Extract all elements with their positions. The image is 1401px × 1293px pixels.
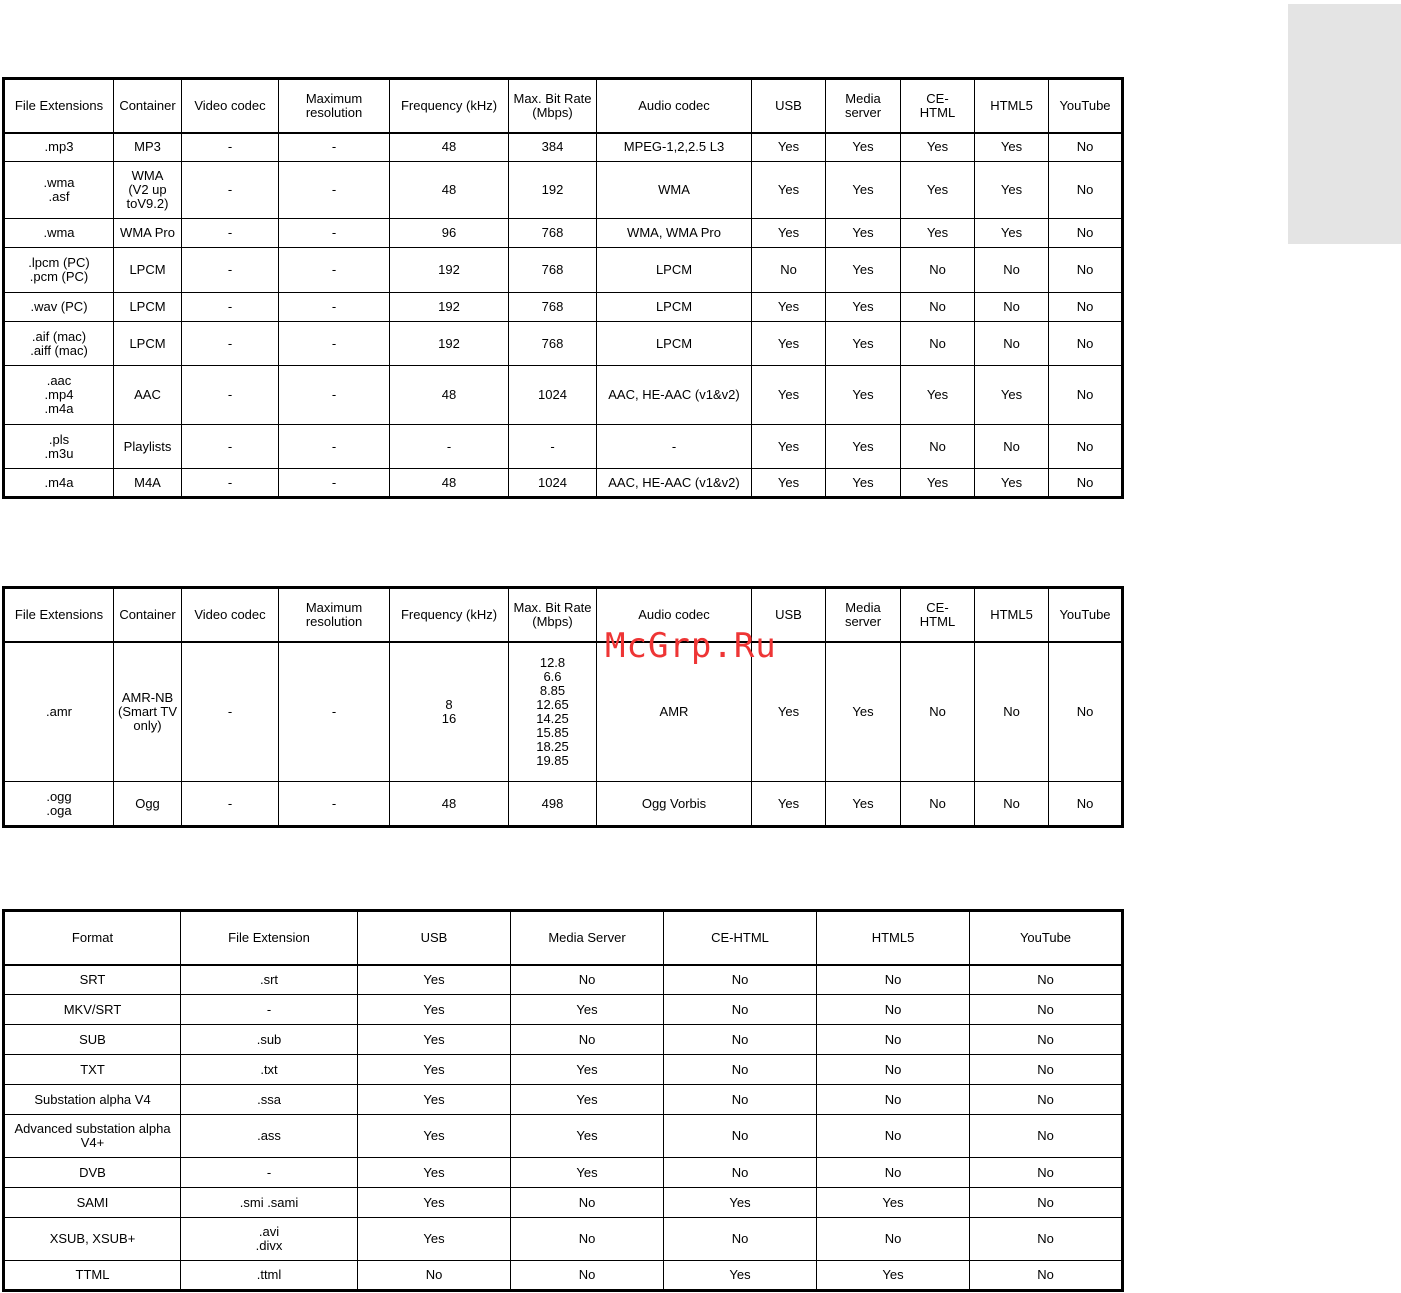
table-cell: M4A	[114, 469, 182, 498]
table-cell: 8 16	[390, 642, 509, 782]
table-cell: Yes	[826, 293, 901, 322]
table-cell: No	[901, 322, 975, 366]
table-cell: .mp3	[4, 133, 114, 162]
side-tab	[1288, 4, 1401, 244]
table-cell: No	[664, 1055, 817, 1085]
header-row	[4, 911, 1123, 965]
table-cell: 768	[509, 293, 597, 322]
table-cell: No	[975, 293, 1049, 322]
table-cell: 96	[390, 219, 509, 248]
column-header: YouTube	[1049, 588, 1123, 642]
table-cell: Yes	[826, 248, 901, 293]
column-header: Media Server	[511, 911, 664, 965]
column-header: USB	[358, 911, 511, 965]
table-row	[4, 1055, 1123, 1085]
table-row	[4, 1085, 1123, 1115]
table-cell: Yes	[826, 782, 901, 827]
table-cell: Yes	[752, 293, 826, 322]
column-header: YouTube	[1049, 79, 1123, 133]
table-cell: No	[817, 1115, 970, 1158]
table-cell: No	[975, 425, 1049, 469]
table-cell: AMR-NB (Smart TV only)	[114, 642, 182, 782]
column-header: File Extensions	[4, 79, 114, 133]
table-cell: Yes	[358, 995, 511, 1025]
table-cell: Yes	[901, 469, 975, 498]
table-cell: Yes	[826, 322, 901, 366]
table-cell: No	[1049, 642, 1123, 782]
table-cell: MP3	[114, 133, 182, 162]
table-cell: No	[511, 965, 664, 995]
table-cell: Yes	[664, 1188, 817, 1218]
watermark: McGrp.Ru	[605, 626, 777, 666]
table-cell: 192	[390, 322, 509, 366]
table-cell: Yes	[752, 366, 826, 425]
table-cell: 12.8 6.6 8.85 12.65 14.25 15.85 18.25 19.85	[509, 642, 597, 782]
table-cell: Yes	[817, 1188, 970, 1218]
column-header: Audio codec	[597, 79, 752, 133]
table-cell: LPCM	[114, 293, 182, 322]
table-cell: No	[1049, 366, 1123, 425]
table-cell: Yes	[358, 1188, 511, 1218]
table-cell: -	[182, 366, 279, 425]
table-row	[4, 782, 1123, 827]
table-cell: -	[279, 219, 390, 248]
table-row	[4, 995, 1123, 1025]
table-cell: AAC, HE-AAC (v1&v2)	[597, 366, 752, 425]
table-cell: AAC, HE-AAC (v1&v2)	[597, 469, 752, 498]
table-cell: -	[597, 425, 752, 469]
table-cell: -	[279, 248, 390, 293]
table-cell: MKV/SRT	[4, 995, 181, 1025]
table-cell: Yes	[511, 1085, 664, 1115]
table-cell: AAC	[114, 366, 182, 425]
column-header: Maximum resolution	[279, 79, 390, 133]
table-cell: No	[975, 782, 1049, 827]
table-cell: Yes	[817, 1261, 970, 1291]
table-cell: Yes	[752, 469, 826, 498]
table-cell: 48	[390, 133, 509, 162]
column-header: CE-HTML	[664, 911, 817, 965]
table-cell: -	[181, 1158, 358, 1188]
table-cell: Yes	[901, 133, 975, 162]
table-cell: Yes	[752, 133, 826, 162]
table-cell: Yes	[975, 219, 1049, 248]
table-cell: No	[511, 1025, 664, 1055]
table-cell: AMR	[597, 642, 752, 782]
table-cell: TXT	[4, 1055, 181, 1085]
table-cell: -	[390, 425, 509, 469]
column-header: Audio codec	[597, 588, 752, 642]
table-cell: No	[970, 1261, 1123, 1291]
table-cell: -	[182, 642, 279, 782]
table-cell: No	[664, 1218, 817, 1261]
table-cell: .ssa	[181, 1085, 358, 1115]
table-cell: WMA (V2 up toV9.2)	[114, 162, 182, 219]
table-cell: TTML	[4, 1261, 181, 1291]
table-cell: Yes	[358, 1158, 511, 1188]
table-cell: -	[182, 219, 279, 248]
table-cell: Yes	[511, 1055, 664, 1085]
table-cell: -	[182, 293, 279, 322]
table-cell: -	[182, 322, 279, 366]
table-cell: Yes	[975, 133, 1049, 162]
table-cell: Yes	[826, 219, 901, 248]
table-cell: Yes	[358, 965, 511, 995]
table-cell: .m4a	[4, 469, 114, 498]
table-cell: No	[817, 995, 970, 1025]
table-cell: Yes	[752, 782, 826, 827]
table-cell: Yes	[826, 425, 901, 469]
table-cell: Yes	[752, 219, 826, 248]
column-header: File Extensions	[4, 588, 114, 642]
table-cell: -	[509, 425, 597, 469]
column-header: Max. Bit Rate (Mbps)	[509, 79, 597, 133]
table-cell: 1024	[509, 469, 597, 498]
table-cell: Advanced substation alpha V4+	[4, 1115, 181, 1158]
table-cell: No	[901, 642, 975, 782]
table-row	[4, 162, 1123, 219]
table-cell: LPCM	[597, 293, 752, 322]
table-cell: 48	[390, 162, 509, 219]
table-cell: No	[817, 1055, 970, 1085]
table-cell: -	[279, 469, 390, 498]
table-cell: Ogg Vorbis	[597, 782, 752, 827]
table-cell: No	[817, 1025, 970, 1055]
table-row	[4, 965, 1123, 995]
table-cell: .sub	[181, 1025, 358, 1055]
column-header: Container	[114, 588, 182, 642]
table-cell: -	[181, 995, 358, 1025]
header-row	[4, 79, 1123, 133]
table-cell: Yes	[826, 366, 901, 425]
table-cell: No	[975, 322, 1049, 366]
table-row	[4, 366, 1123, 425]
table-cell: Yes	[901, 219, 975, 248]
table-cell: SAMI	[4, 1188, 181, 1218]
column-header: Video codec	[182, 588, 279, 642]
table-cell: No	[664, 1115, 817, 1158]
column-header: Frequency (kHz)	[390, 79, 509, 133]
table-cell: -	[279, 366, 390, 425]
table-cell: No	[664, 995, 817, 1025]
table-cell: No	[358, 1261, 511, 1291]
table-cell: Yes	[826, 133, 901, 162]
table-cell: LPCM	[597, 322, 752, 366]
column-header: CE- HTML	[901, 79, 975, 133]
column-header: Media server	[826, 588, 901, 642]
audio-format-table-1	[2, 77, 1124, 499]
column-header: Media server	[826, 79, 901, 133]
table-cell: -	[279, 642, 390, 782]
table-cell: Yes	[975, 162, 1049, 219]
table-row	[4, 293, 1123, 322]
table-cell: No	[901, 425, 975, 469]
table-cell: Yes	[826, 162, 901, 219]
table-cell: No	[1049, 469, 1123, 498]
table-cell: -	[279, 293, 390, 322]
table-cell: Yes	[511, 995, 664, 1025]
table-cell: Yes	[511, 1158, 664, 1188]
column-header: File Extension	[181, 911, 358, 965]
table-cell: Yes	[752, 642, 826, 782]
table-cell: No	[970, 965, 1123, 995]
table-cell: .avi .divx	[181, 1218, 358, 1261]
table-cell: -	[182, 425, 279, 469]
column-header: USB	[752, 588, 826, 642]
subtitle-format-table	[2, 909, 1124, 1292]
table-cell: No	[1049, 293, 1123, 322]
table-row	[4, 1158, 1123, 1188]
table-cell: .ogg .oga	[4, 782, 114, 827]
table-cell: .lpcm (PC) .pcm (PC)	[4, 248, 114, 293]
table-cell: Yes	[826, 469, 901, 498]
table-cell: No	[1049, 425, 1123, 469]
table-row	[4, 469, 1123, 498]
table-cell: Substation alpha V4	[4, 1085, 181, 1115]
table-cell: DVB	[4, 1158, 181, 1188]
table-cell: -	[279, 162, 390, 219]
table-cell: .pls .m3u	[4, 425, 114, 469]
table-cell: .amr	[4, 642, 114, 782]
table-cell: LPCM	[114, 322, 182, 366]
table-cell: 192	[390, 293, 509, 322]
table-cell: -	[279, 133, 390, 162]
table-cell: No	[970, 1085, 1123, 1115]
table-row	[4, 642, 1123, 782]
table-cell: No	[901, 293, 975, 322]
table-cell: Yes	[752, 162, 826, 219]
table-cell: No	[1049, 133, 1123, 162]
table-cell: Yes	[975, 469, 1049, 498]
table-cell: LPCM	[114, 248, 182, 293]
table-cell: No	[970, 1218, 1123, 1261]
table-cell: -	[279, 425, 390, 469]
table-cell: No	[975, 642, 1049, 782]
table-cell: WMA	[597, 162, 752, 219]
table-cell: No	[664, 1158, 817, 1188]
table-cell: 768	[509, 248, 597, 293]
table-cell: .wma	[4, 219, 114, 248]
table-cell: No	[664, 965, 817, 995]
table-cell: 48	[390, 366, 509, 425]
table-row	[4, 1188, 1123, 1218]
table-cell: Yes	[358, 1115, 511, 1158]
table-cell: No	[1049, 322, 1123, 366]
table-cell: -	[279, 782, 390, 827]
column-header: HTML5	[817, 911, 970, 965]
table-cell: 48	[390, 469, 509, 498]
table-row	[4, 133, 1123, 162]
table-cell: Yes	[901, 162, 975, 219]
table-cell: SUB	[4, 1025, 181, 1055]
column-header: Max. Bit Rate (Mbps)	[509, 588, 597, 642]
table-cell: .ttml	[181, 1261, 358, 1291]
column-header: Format	[4, 911, 181, 965]
table-cell: No	[817, 1085, 970, 1115]
table-cell: 768	[509, 322, 597, 366]
table-cell: Playlists	[114, 425, 182, 469]
table-cell: SRT	[4, 965, 181, 995]
table-cell: -	[182, 133, 279, 162]
table-cell: No	[664, 1025, 817, 1055]
table-cell: No	[817, 1218, 970, 1261]
table-cell: No	[901, 782, 975, 827]
table-cell: Yes	[358, 1218, 511, 1261]
table-cell: 768	[509, 219, 597, 248]
table-cell: Yes	[358, 1025, 511, 1055]
table-cell: No	[817, 965, 970, 995]
table-row	[4, 1025, 1123, 1055]
table-cell: Yes	[511, 1115, 664, 1158]
table-cell: No	[970, 1115, 1123, 1158]
table-cell: No	[511, 1188, 664, 1218]
table-cell: No	[970, 1188, 1123, 1218]
table-cell: No	[1049, 219, 1123, 248]
table-row	[4, 248, 1123, 293]
table-cell: .aac .mp4 .m4a	[4, 366, 114, 425]
column-header: Video codec	[182, 79, 279, 133]
audio-format-table-2	[2, 586, 1124, 828]
table-cell: No	[1049, 782, 1123, 827]
table-cell: 192	[509, 162, 597, 219]
table-cell: Yes	[358, 1085, 511, 1115]
table-cell: No	[901, 248, 975, 293]
column-header: Maximum resolution	[279, 588, 390, 642]
table-cell: Yes	[752, 322, 826, 366]
table-row	[4, 219, 1123, 248]
table-cell: 384	[509, 133, 597, 162]
table-cell: No	[752, 248, 826, 293]
table-cell: 1024	[509, 366, 597, 425]
table-cell: No	[817, 1158, 970, 1188]
table-cell: .srt	[181, 965, 358, 995]
table-cell: WMA, WMA Pro	[597, 219, 752, 248]
table-cell: Yes	[358, 1055, 511, 1085]
table-cell: -	[279, 322, 390, 366]
column-header: Frequency (kHz)	[390, 588, 509, 642]
column-header: USB	[752, 79, 826, 133]
column-header: CE- HTML	[901, 588, 975, 642]
table-cell: No	[664, 1085, 817, 1115]
header-row	[4, 588, 1123, 642]
table-cell: -	[182, 248, 279, 293]
table-cell: -	[182, 782, 279, 827]
table-cell: Yes	[752, 425, 826, 469]
table-cell: No	[970, 1025, 1123, 1055]
table-cell: Yes	[901, 366, 975, 425]
table-cell: XSUB, XSUB+	[4, 1218, 181, 1261]
table-cell: LPCM	[597, 248, 752, 293]
table-cell: .wma .asf	[4, 162, 114, 219]
column-header: HTML5	[975, 588, 1049, 642]
table-row	[4, 1218, 1123, 1261]
table-cell: Yes	[826, 642, 901, 782]
table-row	[4, 1115, 1123, 1158]
table-cell: .wav (PC)	[4, 293, 114, 322]
table-cell: No	[1049, 162, 1123, 219]
table-row	[4, 425, 1123, 469]
table-cell: WMA Pro	[114, 219, 182, 248]
table-cell: No	[975, 248, 1049, 293]
table-cell: No	[970, 1158, 1123, 1188]
table-cell: -	[182, 162, 279, 219]
table-cell: 498	[509, 782, 597, 827]
table-cell: 48	[390, 782, 509, 827]
table-cell: .smi .sami	[181, 1188, 358, 1218]
table-cell: Yes	[975, 366, 1049, 425]
table-cell: No	[1049, 248, 1123, 293]
table-row	[4, 322, 1123, 366]
table-row	[4, 1261, 1123, 1291]
table-cell: .txt	[181, 1055, 358, 1085]
table-cell: Yes	[664, 1261, 817, 1291]
table-cell: No	[970, 1055, 1123, 1085]
table-cell: .ass	[181, 1115, 358, 1158]
table-cell: No	[511, 1218, 664, 1261]
column-header: YouTube	[970, 911, 1123, 965]
table-cell: MPEG-1,2,2.5 L3	[597, 133, 752, 162]
table-cell: .aif (mac) .aiff (mac)	[4, 322, 114, 366]
table-cell: Ogg	[114, 782, 182, 827]
table-cell: 192	[390, 248, 509, 293]
table-cell: -	[182, 469, 279, 498]
column-header: HTML5	[975, 79, 1049, 133]
table-cell: No	[511, 1261, 664, 1291]
table-cell: No	[970, 995, 1123, 1025]
column-header: Container	[114, 79, 182, 133]
